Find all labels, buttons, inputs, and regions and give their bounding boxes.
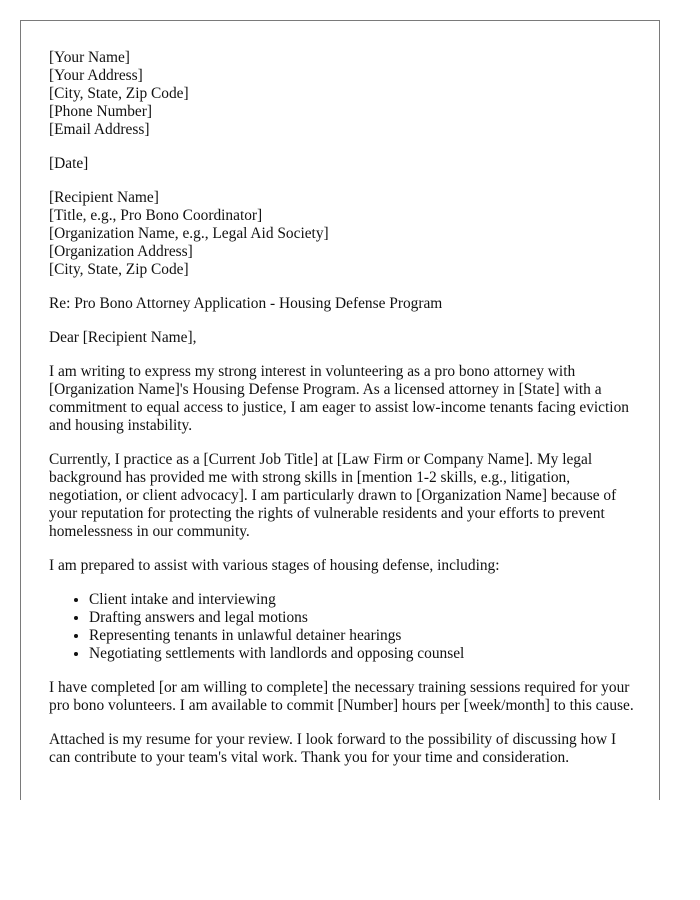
paragraph-training: I have completed [or am willing to complete] the necessary training sessions required for your pro bono volunteers. I am available to commit [Number] hours per [week/month] to this cause. [49, 679, 634, 714]
list-item: • Negotiating settlements with landlords and opposing counsel [89, 645, 639, 663]
paragraph-intro: I am writing to express my strong interest in volunteering as a pro bono attorney with [Organization Name]'s Housing Defense Program. As a licensed attorney in [State] with a commitment to equal access to justice, I am eager to assist low-income tenants facing eviction and housing instability. [49, 363, 629, 434]
recipient-address: [Organization Address] [49, 243, 193, 260]
subject-line: Re: Pro Bono Attorney Application - Housing Defense Program [49, 295, 443, 312]
letter-page [20, 20, 660, 800]
recipient-name: [Recipient Name] [49, 189, 159, 206]
date-block [49, 155, 639, 173]
list-item: • Drafting answers and legal motions [89, 609, 639, 627]
letter-date: [Date] [49, 155, 89, 172]
recipient-block [49, 189, 639, 279]
paragraph-list-intro: I am prepared to assist with various stages of housing defense, including: [49, 557, 500, 574]
list-item: • Client intake and interviewing [89, 591, 639, 609]
salutation: Dear [Recipient Name], [49, 329, 197, 346]
recipient-city-state-zip: [City, State, Zip Code] [49, 261, 189, 278]
sender-name: [Your Name] [49, 49, 130, 66]
list-item: • Representing tenants in unlawful detainer hearings [89, 627, 639, 645]
sender-email: [Email Address] [49, 121, 150, 138]
recipient-organization: [Organization Name, e.g., Legal Aid Society] [49, 225, 329, 242]
letter-body [49, 49, 639, 783]
sender-phone: [Phone Number] [49, 103, 153, 120]
recipient-title: [Title, e.g., Pro Bono Coordinator] [49, 207, 263, 224]
sender-block [49, 49, 639, 139]
duties-list [49, 591, 639, 663]
paragraph-closing: Attached is my resume for your review. I look forward to the possibility of discussing how I can contribute to your team's vital work. Thank you for your time and consideration. [49, 731, 617, 766]
sender-city-state-zip: [City, State, Zip Code] [49, 85, 189, 102]
sender-address: [Your Address] [49, 67, 143, 84]
paragraph-background: Currently, I practice as a [Current Job Title] at [Law Firm or Company Name]. My legal background has provided me with strong skills in [mention 1-2 skills, e.g., litigation, negotiation, or client advocacy]. I am particularly drawn to [Organization Name] because of your reputation for protecting the rights of vulnerable residents and your efforts to prevent homelessness in our community. [49, 451, 617, 540]
